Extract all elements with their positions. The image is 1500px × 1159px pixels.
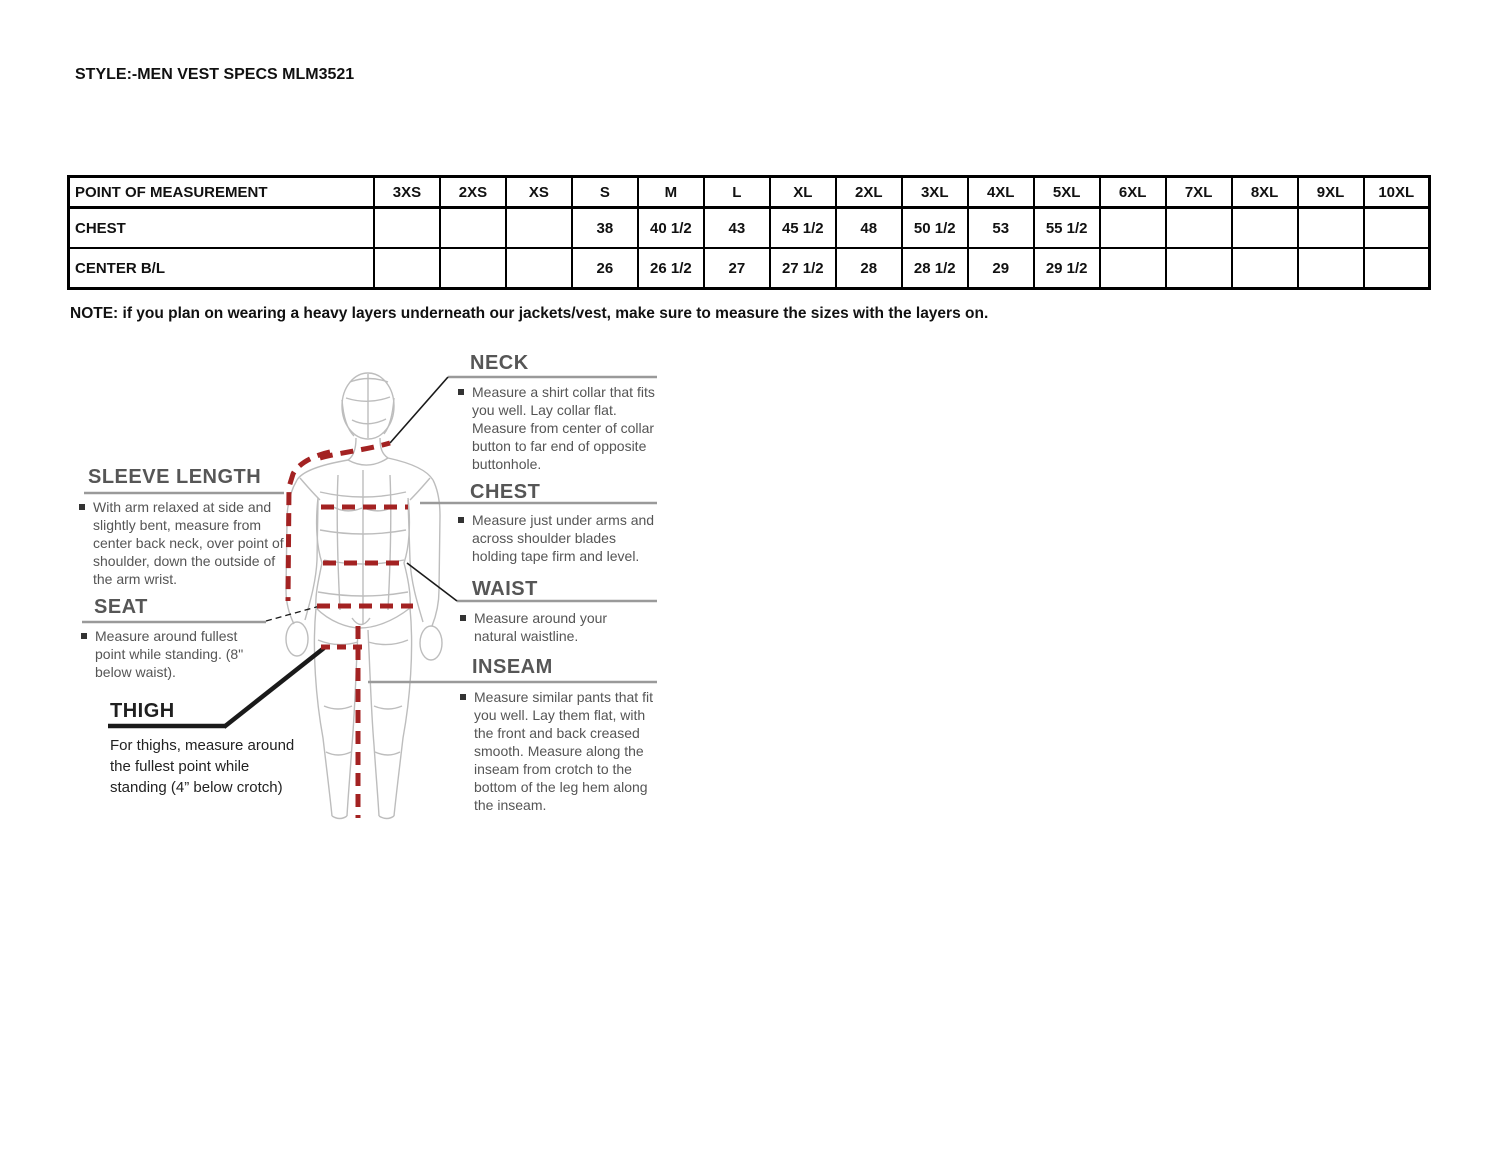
column-header: S	[572, 177, 638, 208]
row-label: CHEST	[69, 208, 375, 249]
column-header: 10XL	[1364, 177, 1430, 208]
size-cell	[440, 248, 506, 289]
size-cell	[1232, 208, 1298, 249]
column-header: 9XL	[1298, 177, 1364, 208]
size-cell	[1166, 248, 1232, 289]
square-bullet-icon	[460, 615, 466, 621]
size-cell: 55 1/2	[1034, 208, 1100, 249]
size-cell: 40 1/2	[638, 208, 704, 249]
square-bullet-icon	[81, 633, 87, 639]
seat-connector	[266, 606, 320, 621]
measure-lines	[288, 443, 413, 818]
column-header: 2XS	[440, 177, 506, 208]
size-cell: 26	[572, 248, 638, 289]
table-row	[69, 208, 1430, 249]
waist-connector	[407, 563, 457, 601]
column-header: 6XL	[1100, 177, 1166, 208]
chest-heading: CHEST	[470, 481, 541, 503]
size-cell	[440, 208, 506, 249]
size-cell: 29 1/2	[1034, 248, 1100, 289]
size-cell: 28 1/2	[902, 248, 968, 289]
size-cell	[1298, 208, 1364, 249]
size-cell	[506, 248, 572, 289]
waist-heading: WAIST	[472, 578, 538, 600]
square-bullet-icon	[79, 504, 85, 510]
inseam-instructions: Measure similar pants that fit you well. Lay them flat, with the front and back creased smooth. Measure along the inseam from crotch to the bottom of the leg hem along the inseam.	[460, 688, 660, 814]
column-header: XS	[506, 177, 572, 208]
square-bullet-icon	[458, 389, 464, 395]
size-cell	[374, 208, 440, 249]
size-cell: 48	[836, 208, 902, 249]
size-cell	[506, 208, 572, 249]
size-cell: 45 1/2	[770, 208, 836, 249]
neck-heading: NECK	[470, 352, 529, 374]
column-header: M	[638, 177, 704, 208]
size-cell: 26 1/2	[638, 248, 704, 289]
size-cell	[1100, 208, 1166, 249]
size-cell: 50 1/2	[902, 208, 968, 249]
inseam-heading: INSEAM	[472, 656, 553, 678]
size-cell	[1100, 248, 1166, 289]
size-cell	[1232, 248, 1298, 289]
seat-heading: SEAT	[94, 596, 148, 618]
size-cell	[1364, 208, 1430, 249]
table-row	[69, 248, 1430, 289]
square-bullet-icon	[458, 517, 464, 523]
sleeve-length-instructions: With arm relaxed at side and slightly bent, measure from center back neck, over point of shoulder, down the outside of the arm wrist.	[79, 498, 284, 588]
size-cell: 27 1/2	[770, 248, 836, 289]
size-cell: 53	[968, 208, 1034, 249]
body-figure	[286, 373, 442, 819]
size-cell	[374, 248, 440, 289]
note-text: NOTE: if you plan on wearing a heavy layers underneath our jackets/vest, make sure to measure the sizes with the layers on.	[70, 305, 989, 322]
size-cell: 38	[572, 208, 638, 249]
size-cell	[1364, 248, 1430, 289]
size-cell: 28	[836, 248, 902, 289]
size-cell	[1166, 208, 1232, 249]
thigh-instructions: For thighs, measure around the fullest point while standing (4” below crotch)	[110, 737, 295, 796]
size-cell: 43	[704, 208, 770, 249]
waist-instructions: Measure around your natural waistline.	[460, 609, 650, 645]
column-header: 5XL	[1034, 177, 1100, 208]
column-header: 7XL	[1166, 177, 1232, 208]
square-bullet-icon	[460, 694, 466, 700]
column-header: 4XL	[968, 177, 1034, 208]
column-header: XL	[770, 177, 836, 208]
neck-measure-line	[320, 443, 390, 458]
sleeve-length-heading: SLEEVE LENGTH	[88, 466, 262, 488]
column-header: 2XL	[836, 177, 902, 208]
seat-instructions: Measure around fullest point while standing. (8" below waist).	[81, 627, 266, 681]
neck-instructions: Measure a shirt collar that fits you well. Lay collar flat. Measure from center of collar button to far end of opposite buttonhole.	[458, 383, 658, 473]
size-cell: 29	[968, 248, 1034, 289]
neck-connector	[390, 377, 448, 443]
size-cell	[1298, 248, 1364, 289]
table-header-row	[69, 177, 1430, 208]
column-header: 3XL	[902, 177, 968, 208]
chest-instructions: Measure just under arms and across shoulder blades holding tape firm and level.	[458, 511, 663, 565]
thigh-heading: THIGH	[110, 700, 175, 722]
column-header: 3XS	[374, 177, 440, 208]
column-header: POINT OF MEASUREMENT	[69, 177, 375, 208]
size-cell: 27	[704, 248, 770, 289]
sleeve-measure-line	[288, 452, 330, 601]
row-label: CENTER B/L	[69, 248, 375, 289]
page-title: STYLE:-MEN VEST SPECS MLM3521	[75, 66, 355, 83]
column-header: 8XL	[1232, 177, 1298, 208]
column-header: L	[704, 177, 770, 208]
size-chart-table	[67, 175, 1431, 290]
